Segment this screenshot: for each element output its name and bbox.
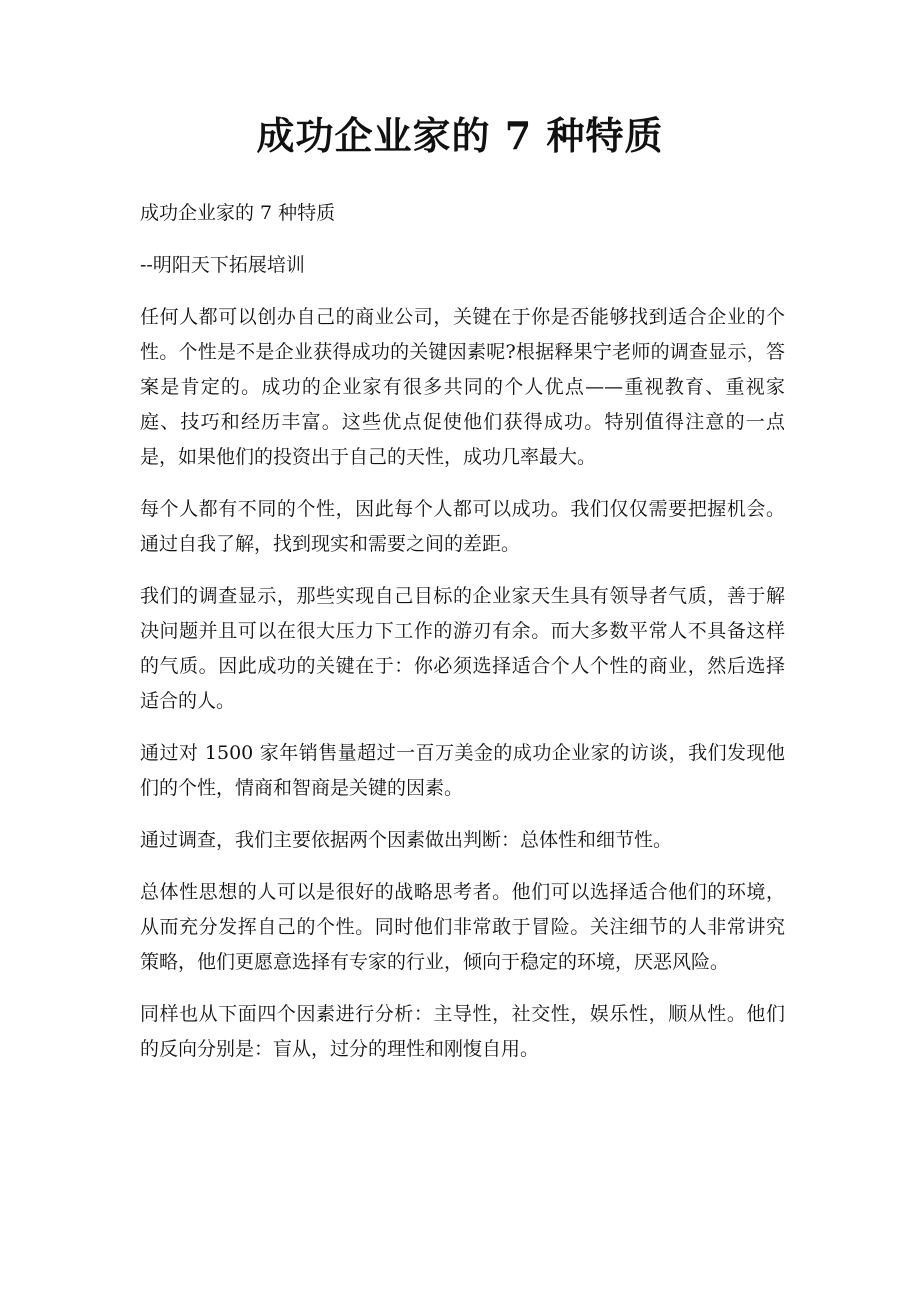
paragraph: 总体性思想的人可以是很好的战略思考者。他们可以选择适合他们的环境，从而充分发挥自己的个性。同时他们非常敢于冒险。关注细节的人非常讲究策略，他们更愿意选择有专家的行业，倾向于稳定的环境，厌恶风险。 [140, 881, 785, 973]
source-paragraph: --明阳天下拓展培训 [140, 254, 305, 276]
paragraph: 通过调查，我们主要依据两个因素做出判断：总体性和细节性。 [140, 829, 673, 851]
document-title: 成功企业家的 7 种特质 [256, 113, 664, 158]
paragraph: 我们的调查显示，那些实现自己目标的企业家天生具有领导者气质，善于解决问题并且可以在很大压力下工作的游刃有余。而大多数平常人不具备这样的气质。因此成功的关键在于：你必须选择适合个人个性的商业，然后选择适合的人。 [140, 585, 785, 712]
subtitle-paragraph: 成功企业家的 7 种特质 [140, 202, 336, 224]
paragraph: 每个人都有不同的个性，因此每个人都可以成功。我们仅仅需要把握机会。通过自我了解，找到现实和需要之间的差距。 [140, 498, 785, 555]
paragraph: 任何人都可以创办自己的商业公司，关键在于你是否能够找到适合企业的个性。个性是不是企业获得成功的关键因素呢?根据释果宁老师的调查显示，答案是肯定的。成功的企业家有很多共同的个人优点——重视教育、重视家庭、技巧和经历丰富。这些优点促使他们获得成功。特别值得注意的一点是，如果他们的投资出于自己的天性，成功几率最大。 [140, 306, 785, 468]
paragraph: 通过对 1500 家年销售量超过一百万美金的成功企业家的访谈，我们发现他们的个性，情商和智商是关键的因素。 [140, 742, 785, 799]
paragraph: 同样也从下面四个因素进行分析：主导性，社交性，娱乐性，顺从性。他们的反向分别是：盲从，过分的理性和刚愎自用。 [140, 1003, 785, 1060]
document-body [140, 196, 785, 1084]
